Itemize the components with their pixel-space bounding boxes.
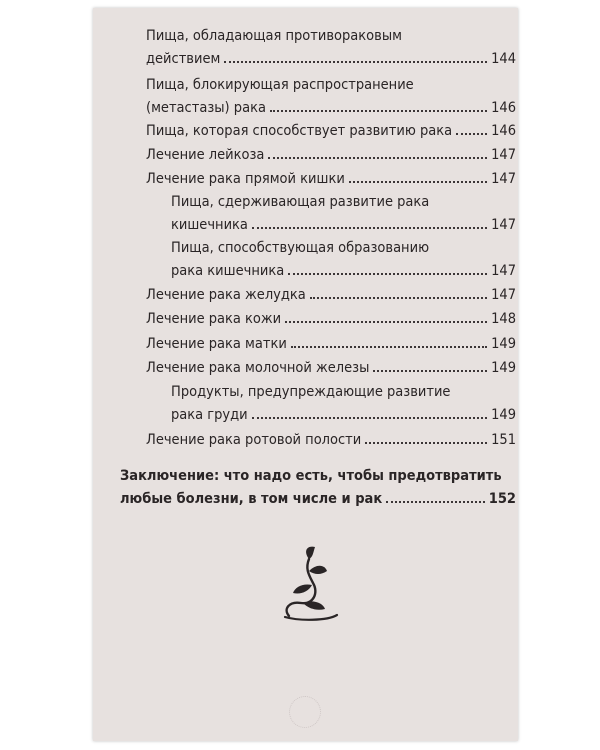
toc-page-number: 148 <box>491 311 516 327</box>
dot-leader <box>291 346 487 348</box>
toc-line <box>171 404 516 426</box>
dot-leader <box>288 273 487 275</box>
toc-entry-text: Пища, сдерживающая развитие рака <box>171 194 430 210</box>
toc-line <box>146 333 516 355</box>
toc-entry-text: Лечение рака ротовой полости <box>146 432 362 448</box>
toc-page-number: 151 <box>491 432 516 448</box>
toc-entry-text: (метастазы) рака <box>146 100 266 116</box>
toc-line <box>171 237 498 259</box>
toc-entry-text: Пища, обладающая противораковым <box>146 28 402 44</box>
toc-entry-text: рака груди <box>171 407 248 423</box>
toc-entry-text: любые болезни, в том числе и рак <box>120 491 383 507</box>
toc-line <box>146 120 516 142</box>
toc-entry-text: Лечение рака матки <box>146 336 287 352</box>
dot-leader <box>285 321 487 323</box>
toc-entry-text: Пища, блокирующая распространение <box>146 77 414 93</box>
leaf-sprout-icon <box>279 543 343 623</box>
toc-line <box>146 168 516 190</box>
toc-line <box>146 284 516 306</box>
toc-page-number: 146 <box>491 123 516 139</box>
dot-leader <box>268 157 487 159</box>
dot-leader <box>386 501 485 503</box>
dot-leader <box>252 227 487 229</box>
toc-line <box>146 429 516 451</box>
toc-line <box>146 48 516 70</box>
toc-entry-text: Лечение рака молочной железы <box>146 360 370 376</box>
toc-entry-text: Продукты, предупреждающие развитие <box>171 384 451 400</box>
dot-leader <box>252 417 487 419</box>
toc-entry-text: Пища, способствующая образованию <box>171 240 430 256</box>
toc-entry-text: Лечение рака прямой кишки <box>146 171 345 187</box>
toc-page-number: 149 <box>491 360 516 376</box>
dot-leader <box>224 61 487 63</box>
toc-page-number: 147 <box>491 287 516 303</box>
toc-entry-text: Лечение рака кожи <box>146 311 282 327</box>
dot-leader <box>349 181 487 183</box>
toc-entry-text: Пища, которая способствует развитию рака <box>146 123 453 139</box>
toc-line <box>120 488 516 510</box>
toc-entry-text: рака кишечника <box>171 263 285 279</box>
toc-line <box>171 214 516 236</box>
toc-page-number: 147 <box>491 147 516 163</box>
toc-line <box>146 357 516 379</box>
toc-line <box>120 465 502 487</box>
toc-page-number: 149 <box>491 407 516 423</box>
toc-page-number: 152 <box>488 491 516 507</box>
toc-line <box>146 97 516 119</box>
toc-line <box>171 381 498 403</box>
toc-line <box>146 144 516 166</box>
book-page <box>93 8 518 741</box>
toc-page-number: 146 <box>491 100 516 116</box>
toc-line <box>146 25 498 47</box>
toc-entry-text: кишечника <box>171 217 248 233</box>
toc-page-number: 147 <box>491 217 516 233</box>
toc-line <box>171 191 498 213</box>
toc-line <box>171 260 516 282</box>
toc-page-number: 144 <box>491 51 516 67</box>
toc-line <box>146 308 516 330</box>
dot-leader <box>373 370 487 372</box>
toc-line <box>146 74 498 96</box>
dot-leader <box>270 110 487 112</box>
toc-entry-text: Заключение: что надо есть, чтобы предотвратить <box>120 468 502 484</box>
toc-page-number: 147 <box>491 171 516 187</box>
toc-entry-text: Лечение лейкоза <box>146 147 265 163</box>
toc-entry-text: действием <box>146 51 221 67</box>
dot-leader <box>310 297 487 299</box>
page-stamp <box>289 696 321 728</box>
toc-entry-text: Лечение рака желудка <box>146 287 306 303</box>
toc-page-number: 147 <box>491 263 516 279</box>
dot-leader <box>365 442 487 444</box>
dot-leader <box>456 133 487 135</box>
toc-page-number: 149 <box>491 336 516 352</box>
